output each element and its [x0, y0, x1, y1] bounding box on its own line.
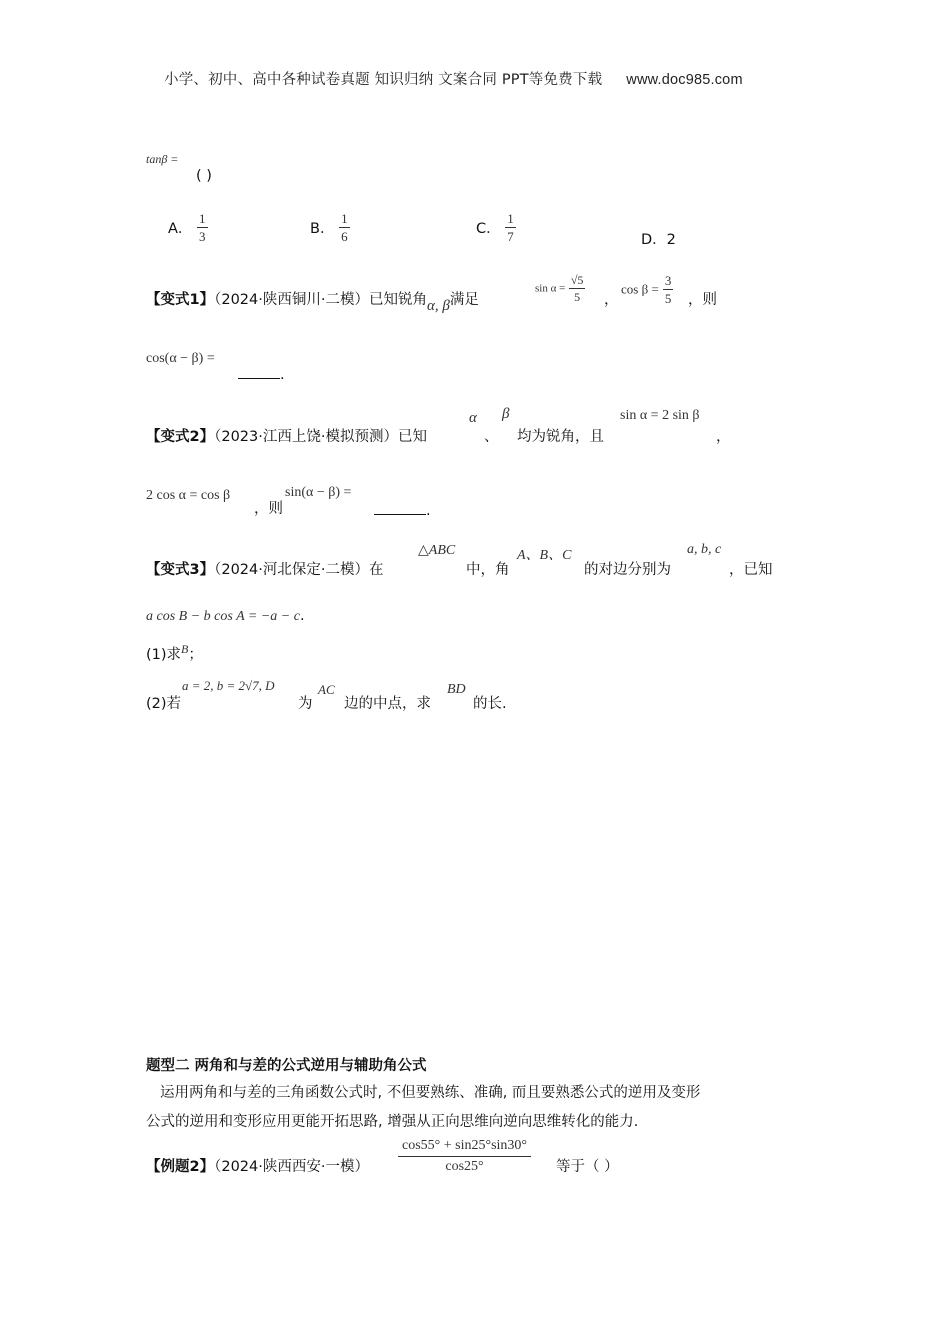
- variant-3-part2-condition: a = 2, b = 2√7, D: [182, 678, 275, 693]
- variant-3-eq-end: .: [299, 608, 305, 624]
- section-2-title: 题型二 两角和与差的公式逆用与辅助角公式: [146, 1058, 427, 1074]
- variant-1-vars: α, β: [426, 298, 450, 314]
- option-b-fraction: [339, 212, 350, 243]
- option-a-fraction: [197, 212, 208, 243]
- header-text: 小学、初中、高中各种试卷真题 知识归纳 文案合同 PPT等免费下载: [164, 72, 603, 88]
- variant-3-angles: A、B、C: [517, 548, 572, 563]
- variant-1-sin-eq: [535, 274, 585, 303]
- option-a: [168, 212, 208, 243]
- section-2-para-line2: 公式的逆用和变形应用更能开拓思路, 增强从正向思维向逆向思维转化的能力.: [146, 1114, 639, 1130]
- variant-3-part2-end: 的长.: [473, 696, 507, 712]
- variant-3-text4: ，已知: [729, 562, 773, 578]
- variant-1-cos-diff: cos(α − β) =: [146, 351, 215, 366]
- answer-paren: ( ): [196, 168, 212, 184]
- variant-1-sin-lhs: sin α =: [535, 282, 566, 295]
- variant-3-text3: 的对边分别为: [584, 562, 671, 578]
- variant-2-eq2: 2 cos α = cos β: [146, 488, 231, 503]
- variant-2-alpha: α: [469, 410, 477, 426]
- variant-3-source: （2024·河北保定·二模）: [214, 562, 369, 578]
- variant-1-cos-den: 5: [664, 291, 672, 306]
- example-2-frac: [398, 1139, 531, 1174]
- variant-3-part2-text1: 为: [298, 696, 313, 712]
- variant-2-comma: ，: [716, 429, 731, 445]
- variant-2-source: （2023·江西上饶·模拟预测）: [214, 429, 398, 445]
- variant-1-cos-eq: [621, 274, 673, 305]
- variant-2-tag: 【变式2】: [146, 429, 215, 445]
- variant-1-text3: ，则: [688, 292, 717, 308]
- example-2-tail: 等于（ ）: [556, 1159, 619, 1175]
- option-a-label: A．: [168, 221, 193, 237]
- variant-3-triangle: △ABC: [418, 543, 456, 558]
- option-c: [476, 212, 516, 243]
- variant-3-part2-bd: BD: [447, 682, 466, 697]
- variant-2-beta: β: [502, 406, 510, 422]
- variant-1-text1: 已知锐角: [368, 292, 427, 308]
- variant-3-part1-prefix: (1)求: [146, 647, 182, 663]
- variant-3-part2-prefix: (2)若: [146, 696, 182, 712]
- option-a-den: 3: [199, 229, 206, 244]
- variant-1-cos-num: 3: [664, 273, 672, 288]
- variant-3-sides: a, b, c: [687, 542, 722, 557]
- page-header: [164, 68, 743, 89]
- variant-3-part1-end: ；: [188, 647, 203, 663]
- option-b-den: 6: [341, 229, 348, 244]
- variant-3-tag: 【变式3】: [146, 562, 215, 578]
- example-2-source: （2024·陕西西安·一模）: [214, 1159, 369, 1175]
- example-2-fraction: [398, 1139, 531, 1174]
- header-site: www.doc985.com: [626, 72, 743, 88]
- variant-2-line1: [146, 425, 427, 446]
- option-d-value: 2: [666, 232, 676, 248]
- variant-3-part2-text2: 边的中点，求: [344, 696, 431, 712]
- variant-1-sin-num: √5: [570, 273, 584, 287]
- variant-1-cos-fraction: [663, 274, 674, 305]
- variant-1-cos-lhs: cos β =: [621, 281, 659, 297]
- option-b-label: B．: [310, 221, 335, 237]
- variant-3-part2-ac: AC: [318, 682, 335, 697]
- variant-2-text1: 已知: [397, 429, 427, 445]
- variant-2-text2: 均为锐角，且: [517, 429, 604, 445]
- variant-1-tag: 【变式1】: [146, 292, 215, 308]
- variant-2-eq3: sin(α − β) =: [285, 485, 352, 500]
- variant-1-line1: [146, 288, 479, 314]
- variant-1-comma: ，: [604, 292, 619, 308]
- variant-1-sin-den: 5: [574, 290, 581, 304]
- option-d: [641, 228, 676, 249]
- variant-3-equation: [146, 605, 305, 625]
- option-c-label: C．: [476, 221, 501, 237]
- variant-2-eq1: sin α = 2 sin β: [620, 408, 700, 423]
- example-2-line: [146, 1155, 369, 1176]
- example-2-num: cos55° + sin25°sin30°: [398, 1139, 531, 1157]
- variant-1-answer-blank: [238, 364, 285, 383]
- variant-3-part1-var: B: [181, 642, 189, 656]
- variant-3-part1: [146, 643, 203, 664]
- variant-3-text1: 在: [368, 562, 384, 578]
- variant-2-text3: ，则: [254, 501, 283, 517]
- variant-3-text2: 中，角: [466, 562, 510, 578]
- tan-beta-expression: tanβ =: [146, 152, 179, 166]
- option-d-label: D．: [641, 232, 667, 248]
- variant-3-eq: a cos B − b cos A = −a − c: [146, 609, 300, 624]
- variant-1-blank-line: [238, 364, 280, 379]
- example-2-den: cos25°: [445, 1159, 484, 1174]
- variant-3-line1: [146, 558, 383, 579]
- variant-2-answer-blank: [374, 500, 431, 519]
- variant-1-sin-fraction: [569, 274, 586, 303]
- option-a-num: 1: [199, 211, 206, 226]
- variant-2-blank-line: [374, 500, 426, 515]
- option-b: [310, 212, 350, 243]
- option-b-num: 1: [341, 211, 348, 226]
- variant-2-sep: 、: [484, 429, 499, 445]
- option-c-den: 7: [507, 229, 514, 244]
- section-2-para-line1: 运用两角和与差的三角函数公式时, 不但要熟练、准确, 而且要熟悉公式的逆用及变形: [160, 1085, 701, 1101]
- variant-1-text2: 满足: [449, 292, 479, 308]
- option-c-fraction: [505, 212, 516, 243]
- variant-1-source: （2024·陕西铜川·二模）: [214, 292, 369, 308]
- variant-2-period: .: [426, 503, 431, 519]
- option-c-num: 1: [507, 211, 514, 226]
- variant-1-period: .: [280, 367, 285, 383]
- example-2-tag: 【例题2】: [146, 1159, 215, 1175]
